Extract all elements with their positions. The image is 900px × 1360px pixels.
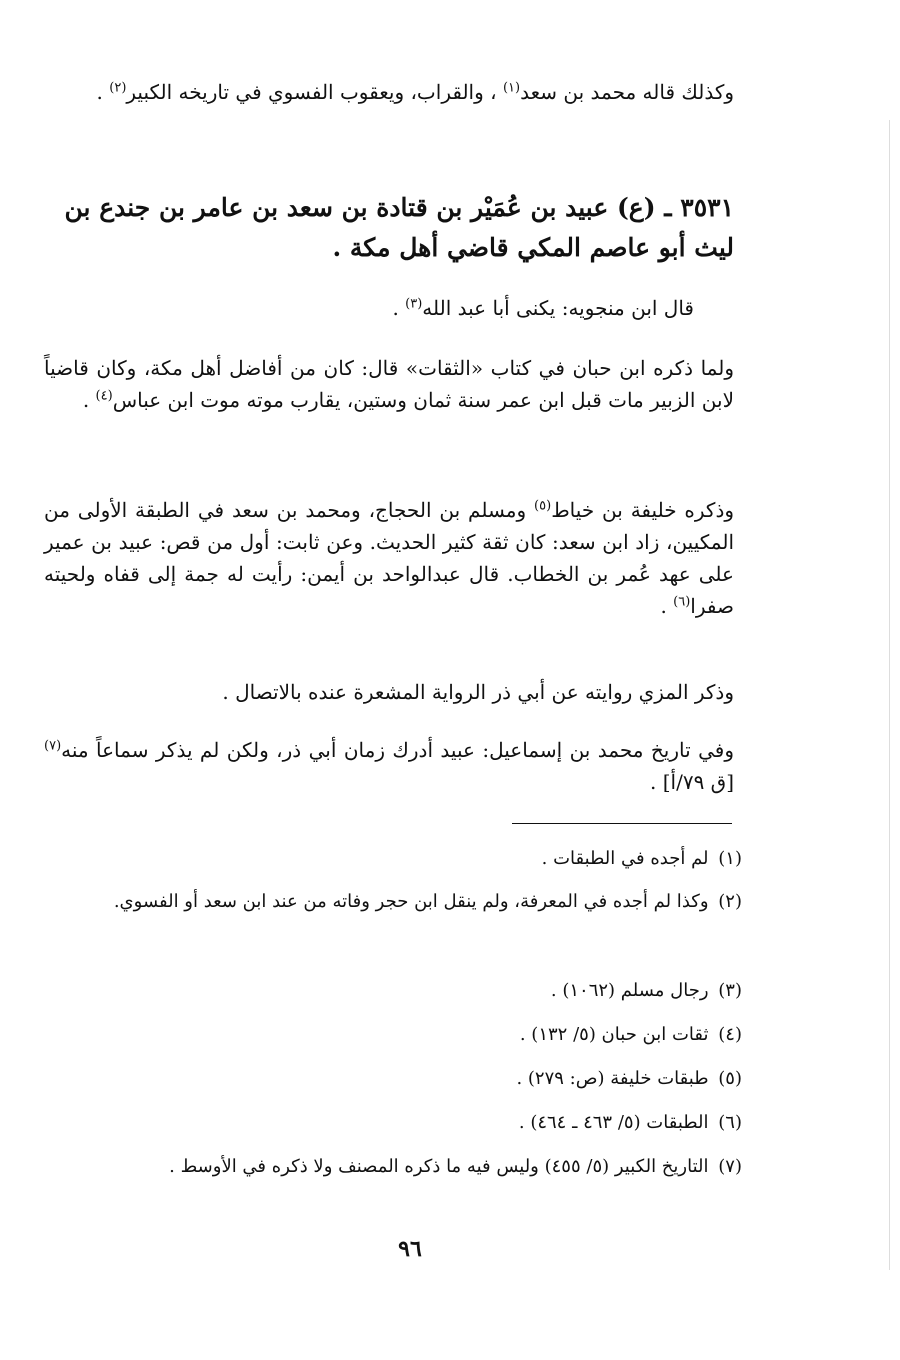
paragraph-3-text-a: ولما ذكره ابن حبان في كتاب «الثقات» قال: كان من أفاضل أهل مكة، وكان قاضياً لابن الزبير مات قبل ابن عمر سنة ثمان وستين، يقارب موته موت ابن عباس <box>44 356 734 412</box>
footnote-number: (٥) <box>718 1068 742 1089</box>
footnote-ref-1[interactable]: (١) <box>502 80 521 96</box>
footnote-text: التاريخ الكبير (٥/ ٤٥٥) وليس فيه ما ذكره المصنف ولا ذكره في الأوسط . <box>169 1156 709 1177</box>
entry-heading-line-2: ليث أبو عاصم المكي قاضي أهل مكة . <box>332 233 734 262</box>
paragraph-6 <box>44 734 734 798</box>
paragraph-5-text: وذكر المزي روايته عن أبي ذر الرواية المشعرة عنده بالاتصال . <box>222 680 734 704</box>
footnote-ref-6[interactable]: (٦) <box>673 594 691 610</box>
footnote-ref-2[interactable]: (٢) <box>109 80 127 96</box>
footnote-4 <box>44 1012 742 1058</box>
footnote-number: (٦) <box>718 1112 742 1133</box>
paragraph-2-text-a: قال ابن منجويه: يكنى أبا عبد الله <box>422 296 694 320</box>
footnote-3 <box>44 968 742 1014</box>
footnote-ref-3[interactable]: (٣) <box>405 296 423 312</box>
paragraph-2-text-b: . <box>392 296 399 320</box>
paragraph-1-text-b: ، والقراب، ويعقوب الفسوي في تاريخه الكبير <box>126 80 497 104</box>
footnote-6 <box>44 1100 742 1146</box>
paragraph-1-text-a: وكذلك قاله محمد بن سعد <box>520 80 734 104</box>
footnote-2 <box>44 880 742 924</box>
footnote-ref-4[interactable]: (٤) <box>95 388 113 404</box>
paragraph-6-text-a: وفي تاريخ محمد بن إسماعيل: عبيد أدرك زمان أبي ذر، ولكن لم يذكر سماعاً منه <box>61 738 734 762</box>
footnote-ref-7[interactable]: (٧) <box>44 738 62 754</box>
footnote-text: لم أجده في الطبقات . <box>541 848 709 869</box>
paragraph-4-text-c: . <box>660 594 667 618</box>
footnote-text: ثقات ابن حبان (٥/ ١٣٢) . <box>519 1024 709 1045</box>
paragraph-4-text-a: وذكره خليفة بن خياط <box>551 498 735 522</box>
paragraph-2 <box>44 292 694 324</box>
entry-heading-line-1: ٣٥٣١ ـ (ع) عبيد بن عُمَيْر بن قتادة بن سعد بن عامر بن جندع بن <box>64 193 734 222</box>
footnote-text: طبقات خليفة (ص: ٢٧٩) . <box>516 1068 709 1089</box>
paragraph-3-text-b: . <box>82 388 90 412</box>
footnote-separator <box>512 823 732 824</box>
paragraph-4-text-b: ومسلم بن الحجاج، ومحمد بن سعد في الطبقة الأولى من المكيين، زاد ابن سعد: كان ثقة كثير الحديث. وعن ثابت: أول من قص: عبيد بن عمير على عهد عُمر بن الخطاب. قال عبدالواحد بن أيمن: رأيت له جمة إلى قفاه ولحيته صفرا <box>44 498 734 618</box>
page-number: ٩٦ <box>398 1236 422 1262</box>
paragraph-1-text-c: . <box>96 80 103 104</box>
footnote-number: (٣) <box>718 980 742 1001</box>
footnote-number: (١) <box>718 848 742 869</box>
paragraph-1 <box>44 76 734 108</box>
footnote-text: وكذا لم أجده في المعرفة، ولم ينقل ابن حجر وفاته من عند ابن سعد أو الفسوي. <box>113 891 709 912</box>
footnote-1 <box>44 836 742 882</box>
paragraph-4 <box>44 494 734 622</box>
footnote-ref-5[interactable]: (٥) <box>534 498 552 514</box>
paragraph-6-text-b: [ق ٧٩/أ] . <box>650 770 734 794</box>
paragraph-3 <box>44 352 734 416</box>
footnote-text: الطبقات (٥/ ٤٦٣ ـ ٤٦٤) . <box>518 1112 709 1133</box>
footnote-number: (٤) <box>718 1024 742 1045</box>
footnote-number: (٧) <box>718 1156 742 1177</box>
footnote-7 <box>44 1144 742 1190</box>
footnote-5 <box>44 1056 742 1102</box>
scan-edge-line <box>889 120 890 1270</box>
paragraph-5 <box>44 676 734 708</box>
entry-heading <box>44 188 734 268</box>
footnote-text: رجال مسلم (١٠٦٢) . <box>550 980 709 1001</box>
footnote-number: (٢) <box>718 891 742 912</box>
